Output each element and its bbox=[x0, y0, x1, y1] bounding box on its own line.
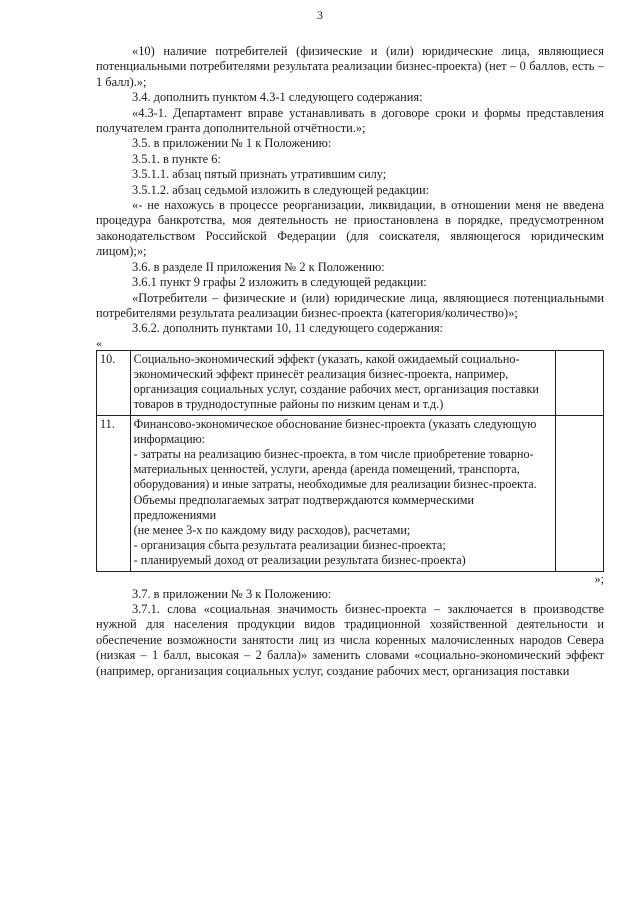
row-text-line: - затраты на реализацию бизнес-проекта, в том числе приобретение товарно-материальных ценностей, услуги, аренда (аренда помещений, транспорта, оборудования) и иные затраты, необходимые для реализации бизнес-проекта. Объемы предполагаемых затрат подтверждаются коммерческими предложениями bbox=[133, 446, 537, 522]
table-open-quote: « bbox=[96, 335, 102, 350]
paragraph-quote-consumers: «Потребители – физические и (или) юридические лица, являющиеся потенциальными потребителями результата реализации бизнес-проекта (категория/количество)»; bbox=[96, 290, 604, 320]
paragraph-3-7: 3.7. в приложении № 3 к Положению: bbox=[132, 586, 332, 601]
paragraph-quote-reorganization: «- не нахожусь в процессе реорганизации, ликвидации, в отношении меня не введена процедура банкротства, моя деятельность не приостановлена в порядке, предусмотренном законодательством Российской Федерации (для соискателя, являющегося юридическим лицом);»; bbox=[96, 198, 604, 259]
paragraph-3-5-1: 3.5.1. в пункте 6: bbox=[132, 151, 221, 166]
row-text-line: - планируемый доход от реализации результата бизнес-проекта) bbox=[133, 553, 466, 568]
row-text-line: (не менее 3-х по каждому виду расходов), расчетами; bbox=[133, 522, 411, 537]
row-text-line: - организация сбыта результата реализации бизнес-проекта; bbox=[133, 538, 446, 553]
inserted-table bbox=[96, 350, 604, 572]
row-text bbox=[130, 350, 556, 415]
paragraph-4-3-1: «4.3-1. Департамент вправе устанавливать в договоре сроки и формы представления получателем гранта дополнительной отчётности.»; bbox=[96, 105, 604, 136]
table-row bbox=[97, 350, 604, 415]
page-number: 3 bbox=[317, 8, 323, 22]
paragraph-3-7-1: 3.7.1. слова «социальная значимость бизнес-проекта – заключается в производстве нужной для населения продукции видов традиционной хозяйственной деятельности и обеспечение возможности занятости лиц из числа коренных малочисленных народов Севера (низкая – 1 балл, высокая – 2 балла)» заменить словами «социально-экономический эффект (например, организация социальных услуг, создание рабочих мест, организация поставки bbox=[96, 601, 604, 678]
paragraph-3-6-2: 3.6.2. дополнить пунктами 10, 11 следующего содержания: bbox=[132, 321, 443, 336]
row-text-line: Социально-экономический эффект (указать, какой ожидаемый социально-экономический эффект принесёт реализация бизнес-проекта, например, организация социальных услуг, создание рабочих мест, организация поставки товаров в труднодоступные районы по низким ценам и т.д.) bbox=[133, 351, 539, 412]
paragraph-3-6-1: 3.6.1 пункт 9 графы 2 изложить в следующей редакции: bbox=[132, 275, 427, 290]
row-text bbox=[130, 415, 556, 571]
row-text-line: Финансово-экономическое обоснование бизнес-проекта (указать следующую информацию: bbox=[133, 416, 537, 446]
paragraph-3-6: 3.6. в разделе II приложения № 2 к Положению: bbox=[132, 259, 385, 274]
row-number: 10. bbox=[97, 350, 131, 415]
row-empty-cell bbox=[556, 415, 604, 571]
paragraph-3-5-1-1: 3.5.1.1. абзац пятый признать утратившим силу; bbox=[132, 167, 387, 182]
document-body bbox=[96, 44, 604, 679]
row-number: 11. bbox=[97, 415, 131, 571]
paragraph-3-5-1-2: 3.5.1.2. абзац седьмой изложить в следующей редакции: bbox=[132, 182, 430, 197]
paragraph-item-10: «10) наличие потребителей (физические и (или) юридические лица, являющиеся потенциальными потребителями результата реализации бизнес-проекта) (нет – 0 баллов, есть – 1 балл).»; bbox=[96, 44, 604, 89]
paragraph-3-4: 3.4. дополнить пунктом 4.3-1 следующего содержания: bbox=[132, 90, 423, 105]
row-empty-cell bbox=[556, 350, 604, 415]
paragraph-3-5: 3.5. в приложении № 1 к Положению: bbox=[132, 136, 332, 151]
table-row bbox=[97, 415, 604, 571]
table-close-quote: »; bbox=[594, 571, 604, 586]
